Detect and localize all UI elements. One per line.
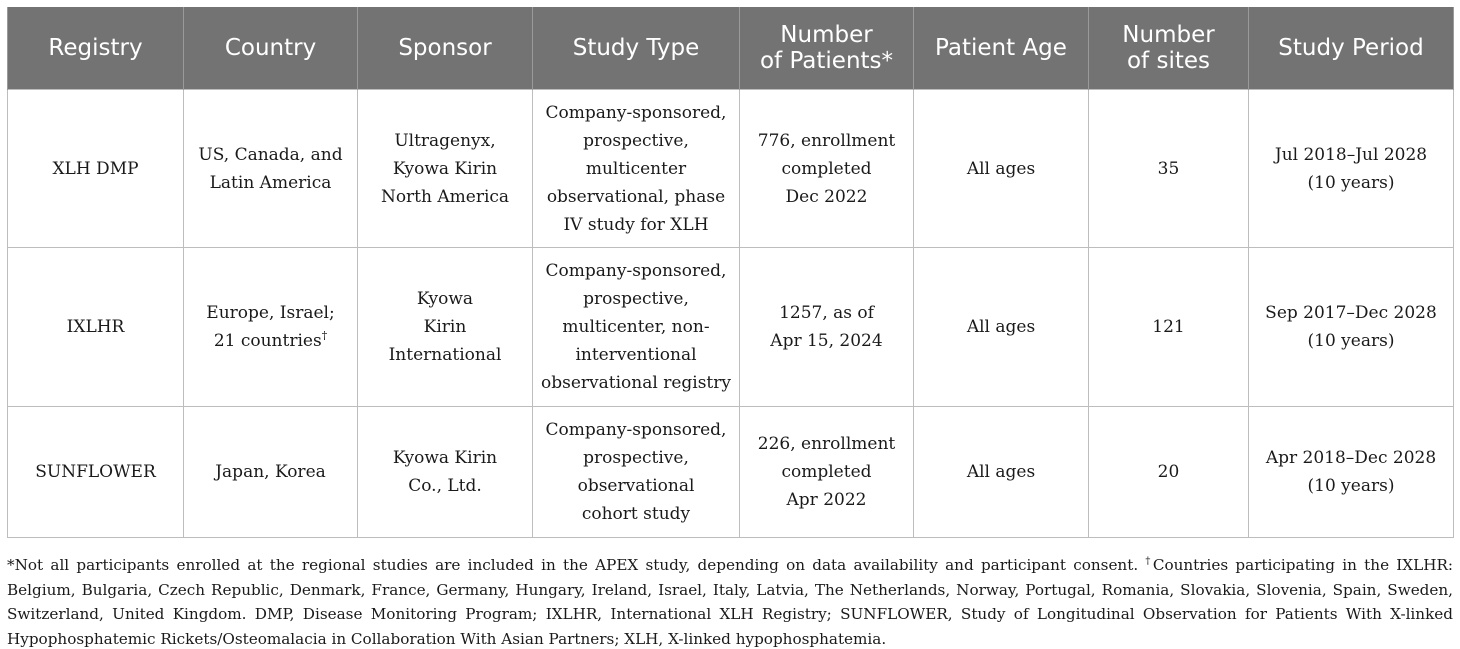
cell-sponsor: Ultragenyx, Kyowa Kirin North America — [358, 90, 533, 248]
cell-registry: SUNFLOWER — [8, 407, 184, 538]
table-row-sunflower — [8, 407, 1454, 538]
footnote-text-2: Countries participating in the IXLHR: Belgium, Bulgaria, Czech Republic, Denmark, France, Germany, Hungary, Ireland, Israel, Italy, Latvia, The Netherlands, Norway, Portugal, Romania, Slovakia, Slovenia, Spain, Sweden, Switzerland, United Kingdom. DMP, Disease Monitoring Program; IXLHR, International XLH Registry; SUNFLOWER, Study of Longitudinal Observation for Patients With X-linked Hypophosphatemic Rickets/Osteomalacia in Collaboration With Asian Partners; XLH, X-linked hypophosphatemia. — [7, 556, 1454, 648]
cell-study-type: Company-sponsored, prospective, observational cohort study — [533, 407, 740, 538]
cell-patients: 226, enrollment completed Apr 2022 — [740, 407, 914, 538]
cell-study-period: Apr 2018–Dec 2028 (10 years) — [1249, 407, 1454, 538]
header-country: Country — [184, 7, 358, 90]
header-patient-age: Patient Age — [914, 7, 1089, 90]
cell-sites: 20 — [1089, 407, 1249, 538]
header-number-of-sites: Number of sites — [1089, 7, 1249, 90]
cell-country: Europe, Israel; 21 countries† — [184, 248, 358, 407]
table-row-ixlhr — [8, 248, 1454, 407]
header-sponsor: Sponsor — [358, 7, 533, 90]
cell-registry: IXLHR — [8, 248, 184, 407]
header-registry: Registry — [8, 7, 184, 90]
cell-patient-age: All ages — [914, 90, 1089, 248]
registry-table — [7, 7, 1454, 538]
footnote-dagger: † — [1145, 556, 1153, 568]
cell-patients: 776, enrollment completed Dec 2022 — [740, 90, 914, 248]
footnote-text-1: *Not all participants enrolled at the regional studies are included in the APEX study, depending on data availability and participant consent. — [7, 556, 1146, 575]
header-study-period: Study Period — [1249, 7, 1454, 90]
cell-sponsor: Kyowa Kirin International — [358, 248, 533, 407]
table-row-xlh-dmp — [8, 90, 1454, 248]
cell-study-period: Sep 2017–Dec 2028 (10 years) — [1249, 248, 1454, 407]
cell-sites: 35 — [1089, 90, 1249, 248]
dagger-mark: † — [321, 329, 328, 342]
cell-patients: 1257, as of Apr 15, 2024 — [740, 248, 914, 407]
header-study-type: Study Type — [533, 7, 740, 90]
cell-sponsor: Kyowa Kirin Co., Ltd. — [358, 407, 533, 538]
cell-sites: 121 — [1089, 248, 1249, 407]
cell-patient-age: All ages — [914, 407, 1089, 538]
cell-country: US, Canada, and Latin America — [184, 90, 358, 248]
cell-registry: XLH DMP — [8, 90, 184, 248]
cell-study-type: Company-sponsored, prospective, multicenter observational, phase IV study for XLH — [533, 90, 740, 248]
header-number-of-patients: Number of Patients* — [740, 7, 914, 90]
cell-patient-age: All ages — [914, 248, 1089, 407]
table-footnote — [7, 553, 1453, 649]
cell-country: Japan, Korea — [184, 407, 358, 538]
cell-study-period: Jul 2018–Jul 2028 (10 years) — [1249, 90, 1454, 248]
header-row — [8, 7, 1454, 90]
cell-study-type: Company-sponsored, prospective, multicenter, non- interventional observational registry — [533, 248, 740, 407]
